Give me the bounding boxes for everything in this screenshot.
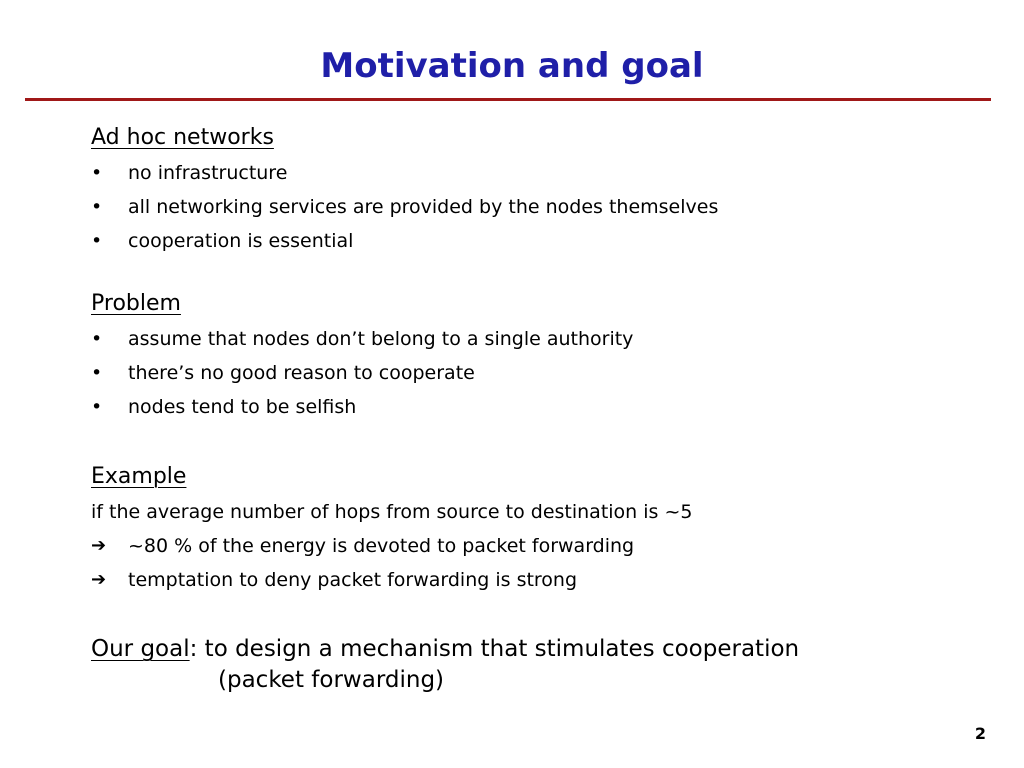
list-item <box>91 356 991 390</box>
list-item <box>91 529 991 563</box>
slide-title: Motivation and goal <box>320 46 704 86</box>
list-item-text: no infrastructure <box>128 162 288 184</box>
goal-separator: : <box>189 636 198 662</box>
section-heading: Example <box>91 464 187 489</box>
page-number: 2 <box>974 724 986 743</box>
goal-statement <box>91 634 991 696</box>
list-item-text: ~80 % of the energy is devoted to packet forwarding <box>128 535 635 557</box>
goal-line-2: (packet forwarding) <box>218 667 445 693</box>
arrow-right-icon: ➔ <box>91 569 107 590</box>
section-heading: Ad hoc networks <box>91 125 274 150</box>
goal-line-1 <box>91 634 991 665</box>
list-item-text: there’s no good reason to cooperate <box>128 362 475 384</box>
list-item <box>91 156 991 190</box>
list-item <box>91 390 991 424</box>
list-item-text: temptation to deny packet forwarding is strong <box>128 569 578 591</box>
bullet-icon: • <box>91 230 103 252</box>
example-intro-text: if the average number of hops from source to destination is ~5 <box>91 501 693 523</box>
list-item <box>91 322 991 356</box>
bullet-icon: • <box>91 196 103 218</box>
list-item-text: nodes tend to be selfish <box>128 396 357 418</box>
bullet-icon: • <box>91 362 103 384</box>
title-divider <box>25 98 991 101</box>
section-problem <box>91 290 991 424</box>
bullet-icon: • <box>91 328 103 350</box>
section-example <box>91 463 991 597</box>
list-item <box>91 224 991 258</box>
list-item-text: cooperation is essential <box>128 230 354 252</box>
arrow-right-icon: ➔ <box>91 535 107 556</box>
list-item-text: assume that nodes don’t belong to a single authority <box>128 328 634 350</box>
list-item <box>91 563 991 597</box>
section-ad-hoc-networks <box>91 124 991 258</box>
goal-label: Our goal <box>91 636 190 662</box>
bullet-icon: • <box>91 162 103 184</box>
goal-text: to design a mechanism that stimulates cooperation <box>197 636 800 662</box>
section-heading: Problem <box>91 291 181 316</box>
example-intro <box>91 495 991 529</box>
list-item-text: all networking services are provided by the nodes themselves <box>128 196 719 218</box>
list-item <box>91 190 991 224</box>
bullet-icon: • <box>91 396 103 418</box>
